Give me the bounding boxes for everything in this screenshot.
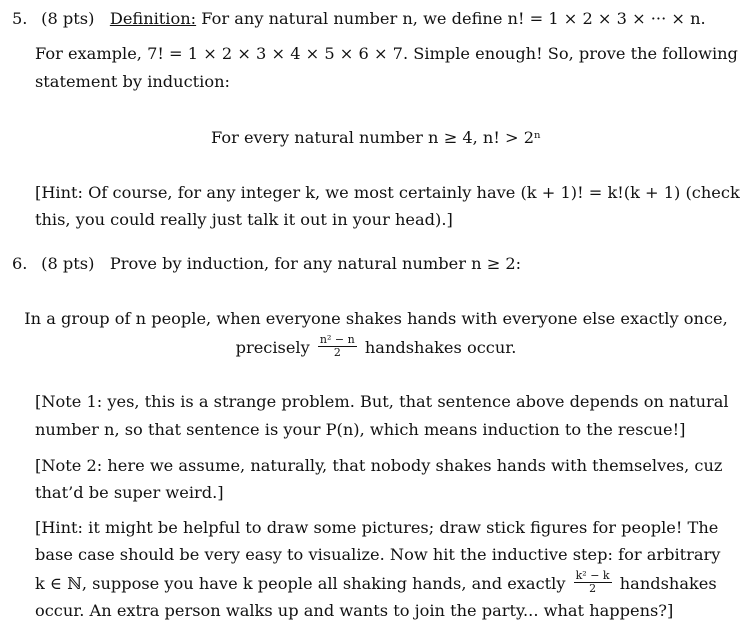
- problem-6-points: (8 pts): [41, 254, 95, 273]
- problem-6-prompt: Prove by induction, for any natural number n ≥ 2:: [109, 254, 522, 273]
- hint-fraction-numerator: k² − k: [575, 569, 610, 582]
- problem-5-points: (8 pts): [41, 9, 95, 28]
- problem-5-header: [12, 8, 706, 30]
- problem-6-number: 6.: [12, 254, 28, 273]
- problem-6-hint-line-4: occur. An extra person walks up and wants to join the party... what happens?]: [35, 601, 674, 620]
- problem-5-example-line-2: statement by induction:: [35, 72, 230, 91]
- problem-6-hint-line-2: base case should be very easy to visualize. Now hit the inductive step: for arbitrary: [35, 545, 721, 564]
- hint-handshakes: handshakes: [619, 574, 717, 593]
- hint-fraction-denominator: 2: [589, 582, 597, 595]
- problem-6-hint-line-3: [35, 569, 717, 597]
- statement-fraction-denominator: 2: [333, 346, 341, 359]
- statement-fraction: [318, 334, 357, 359]
- problem-6-statement-line-2: [0, 333, 752, 361]
- problem-6-header: [12, 253, 521, 275]
- note-1-line-2: number n, so that sentence is your P(n), which means induction to the rescue!]: [35, 420, 686, 439]
- problem-5-hint-line-2: this, you could really just talk it out in your head).]: [35, 210, 453, 229]
- problem-5-hint-line-1: [Hint: Of course, for any integer k, we most certainly have (k + 1)! = k!(k + 1) (check: [35, 183, 740, 202]
- definition-label: Definition:: [109, 9, 197, 28]
- hint-fraction: [574, 570, 612, 595]
- hint-line-3-text: k ∈ ℕ, suppose you have k people all shaking hands, and exactly: [35, 574, 566, 593]
- statement-fraction-numerator: n² − n: [319, 333, 355, 346]
- problem-5-example-line-1: For example, 7! = 1 × 2 × 3 × 4 × 5 × 6 × 7. Simple enough! So, prove the following: [35, 44, 738, 63]
- note-2-line-1: [Note 2: here we assume, naturally, that nobody shakes hands with themselves, cuz: [35, 456, 723, 475]
- statement-precisely: precisely: [235, 338, 310, 357]
- problem-5-statement: For every natural number n ≥ 4, n! > 2ⁿ: [210, 128, 541, 147]
- problem-5-number: 5.: [12, 9, 28, 28]
- problem-6-statement-line-1: In a group of n people, when everyone shakes hands with everyone else exactly once,: [24, 309, 728, 328]
- definition-text: For any natural number n, we define n! = 1 × 2 × 3 × ··· × n.: [201, 9, 706, 28]
- note-2-line-2: that’d be super weird.]: [35, 483, 224, 502]
- problem-6-hint-line-1: [Hint: it might be helpful to draw some pictures; draw stick figures for people! The: [35, 518, 719, 537]
- statement-handshakes-occur: handshakes occur.: [364, 338, 517, 357]
- note-1-line-1: [Note 1: yes, this is a strange problem. But, that sentence above depends on natural: [35, 392, 729, 411]
